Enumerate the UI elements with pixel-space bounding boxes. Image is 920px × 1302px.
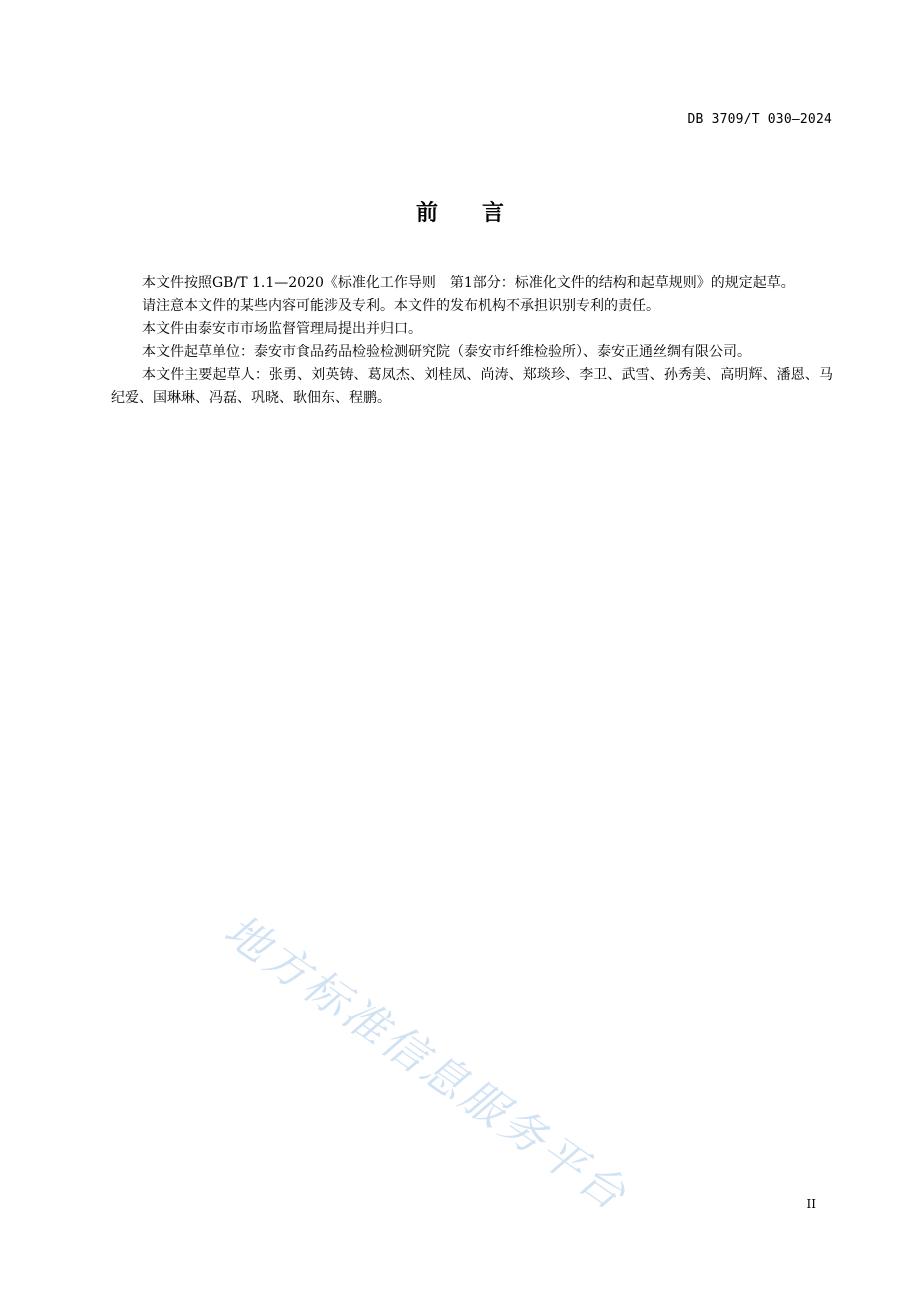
paragraph-patent-notice: 请注意本文件的某些内容可能涉及专利。本文件的发布机构不承担识别专利的责任。 <box>142 298 660 314</box>
paragraph-drafters: 本文件主要起草人：张勇、刘英铸、葛凤杰、刘桂凤、尚涛、郑琰珍、李卫、武雪、孙秀美、高明辉、潘恩、马纪爱、国琳琳、冯磊、巩晓、耿佃东、程鹏。 <box>111 367 833 406</box>
paragraph-drafting-units: 本文件起草单位：泰安市食品药品检验检测研究院（泰安市纤维检验所）、泰安正通丝绸有限公司。 <box>142 344 751 360</box>
watermark: 地方标准信息服务平台 <box>214 904 638 1222</box>
foreword-body <box>111 272 833 410</box>
standard-code: DB 3709/T 030—2024 <box>687 112 832 127</box>
paragraph-drafting-rules: 本文件按照GB/T 1.1—2020《标准化工作导则 第1部分：标准化文件的结构和起草规则》的规定起草。 <box>142 275 795 291</box>
page-title: 前言 <box>415 201 548 226</box>
page-number: II <box>806 1197 816 1211</box>
paragraph-proposer: 本文件由泰安市市场监督管理局提出并归口。 <box>142 321 422 337</box>
